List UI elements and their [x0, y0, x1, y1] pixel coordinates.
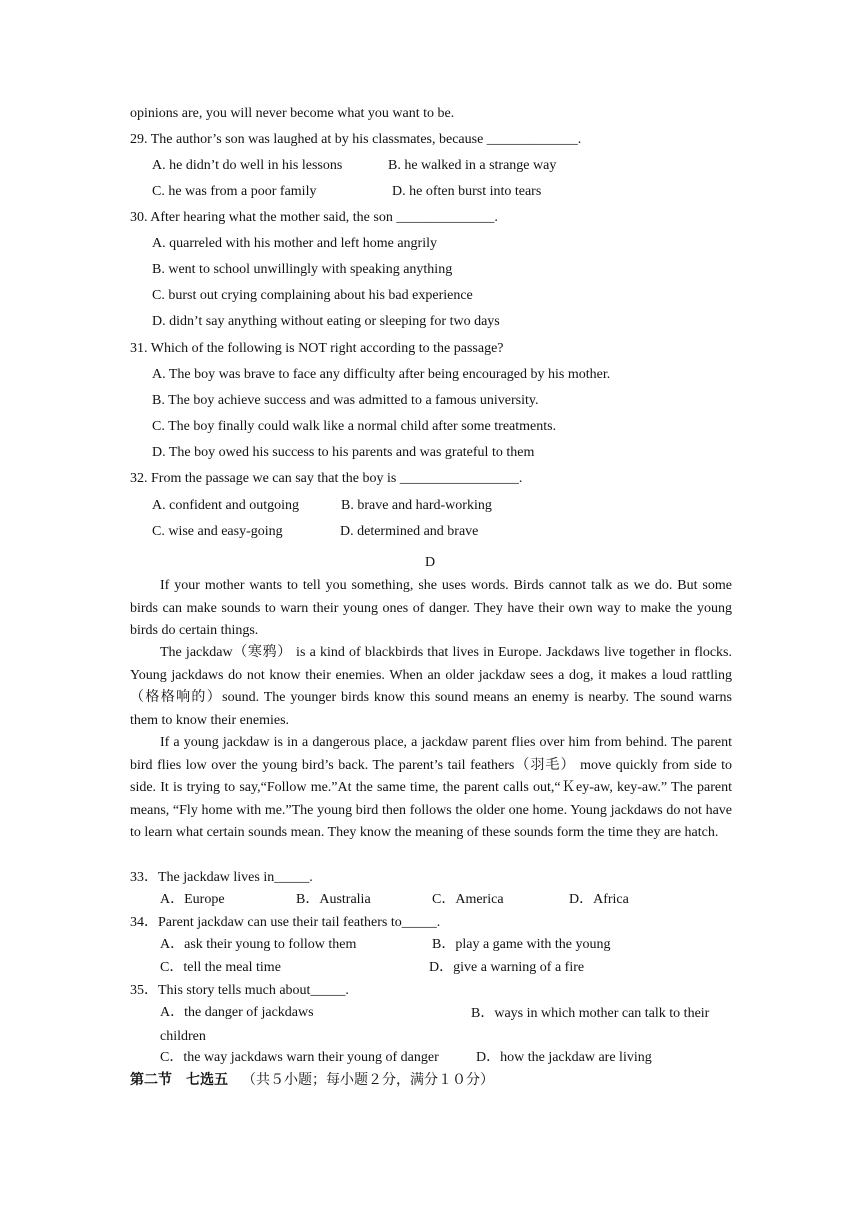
section-2-note: （共５小题；每小题２分，满分１０分） — [242, 1073, 494, 1088]
question-29-option-c: C. he was from a poor family — [152, 184, 317, 199]
question-34-option-d: D．give a warning of a fire — [429, 960, 585, 975]
question-33-option-c: C．America — [432, 892, 504, 907]
question-30-option-b: B. went to school unwillingly with speaking anything — [152, 262, 453, 277]
question-32-option-b: B. brave and hard-working — [341, 498, 492, 513]
question-32-option-c: C. wise and easy-going — [152, 524, 283, 539]
question-35-stem: 35．This story tells much about_____. — [130, 983, 349, 998]
section-d-paragraph-3: If a young jackdaw is in a dangerous place, a jackdaw parent flies over him from behind. The parent bird flies low over the young bird’s back. The parent’s tail feathers（羽毛） move quickly from side to side. It is trying to say,“Follow me.”At the same time, the parent calls out,“Ｋey-aw, key-aw.” The parent means, “Fly home with me.”The young bird then follows the older one home. Young jackdaws do not have to learn what certain sounds mean. They know the meaning of these sounds form the time they are hatch. — [130, 735, 732, 841]
question-29-stem: 29. The author’s son was laughed at by his classmates, because _____________. — [130, 132, 582, 147]
question-34-option-b: B．play a game with the young — [432, 937, 611, 952]
question-30-option-c: C. burst out crying complaining about his bad experience — [152, 288, 473, 303]
question-29-option-a: A. he didn’t do well in his lessons — [152, 158, 343, 173]
question-32-stem: 32. From the passage we can say that the boy is _________________. — [130, 471, 523, 486]
question-31-option-d: D. The boy owed his success to his parents and was grateful to them — [152, 445, 535, 460]
question-30-option-d: D. didn’t say anything without eating or sleeping for two days — [152, 314, 500, 329]
question-33-option-b: B．Australia — [296, 892, 371, 907]
question-33-option-d: D．Africa — [569, 892, 629, 907]
section-2-title: 第二节 七选五 — [130, 1073, 228, 1088]
question-35-option-a: A．the danger of jackdaws — [160, 1005, 314, 1020]
question-31-stem: 31. Which of the following is NOT right according to the passage? — [130, 341, 504, 356]
question-34-stem: 34．Parent jackdaw can use their tail feathers to_____. — [130, 915, 441, 930]
question-30-option-a: A. quarreled with his mother and left home angrily — [152, 236, 437, 251]
question-33-option-a: A．Europe — [160, 892, 225, 907]
question-32-option-d: D. determined and brave — [340, 524, 479, 539]
question-31-option-b: B. The boy achieve success and was admitted to a famous university. — [152, 393, 539, 408]
section-d-paragraph-1: If your mother wants to tell you something, she uses words. Birds cannot talk as we do. But some birds can make sounds to warn their young ones of danger. They have their own way to make the young birds do certain things. — [130, 578, 732, 639]
section-d-paragraph-2: The jackdaw（寒鸦） is a kind of blackbirds that lives in Europe. Jackdaws live together in flocks. Young jackdaws do not know their enemies. When an older jackdaw sees a dog, it makes a loud rattling（格格响的）sound. The younger birds know this sound means an enemy is nearby. The sound warns them to know their enemies. — [130, 645, 732, 728]
question-31-option-c: C. The boy finally could walk like a normal child after some treatments. — [152, 419, 557, 434]
question-29-option-d: D. he often burst into tears — [392, 184, 542, 199]
question-35-option-c: C．the way jackdaws warn their young of danger — [160, 1050, 439, 1065]
intro-tail-text: opinions are, you will never become what you want to be. — [130, 106, 455, 121]
question-34-option-a: A．ask their young to follow them — [160, 937, 357, 952]
question-32-option-a: A. confident and outgoing — [152, 498, 299, 513]
question-33-stem: 33．The jackdaw lives in_____. — [130, 870, 313, 885]
question-35-option-d: D．how the jackdaw are living — [476, 1050, 652, 1065]
question-35-option-b: B．ways in which mother can talk to their children — [160, 1006, 710, 1044]
question-34-option-c: C．tell the meal time — [160, 960, 281, 975]
question-31-option-a: A. The boy was brave to face any difficulty after being encouraged by his mother. — [152, 367, 611, 382]
section-d-heading: D — [424, 555, 436, 570]
question-30-stem: 30. After hearing what the mother said, the son ______________. — [130, 210, 498, 225]
question-29-option-b: B. he walked in a strange way — [388, 158, 557, 173]
